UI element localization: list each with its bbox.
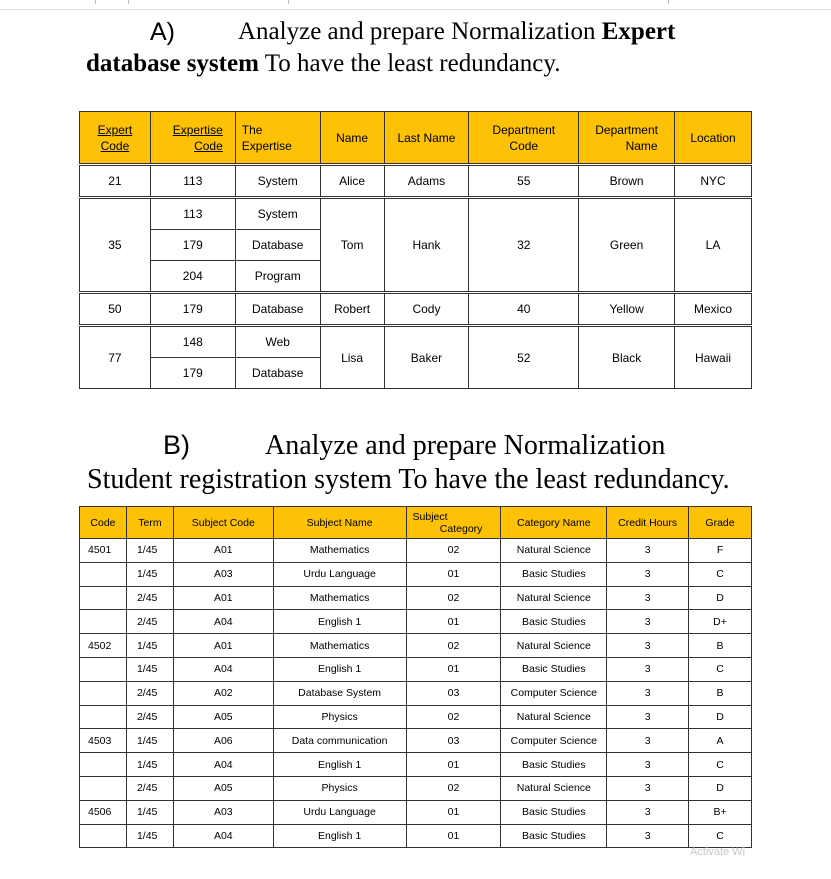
cell-code [80, 776, 127, 800]
table-row [80, 562, 752, 586]
cell-term: 1/45 [126, 800, 173, 824]
table-row [80, 327, 752, 358]
cell-category-name: Basic Studies [501, 657, 607, 681]
cell-term: 1/45 [126, 634, 173, 658]
table-row [80, 753, 752, 777]
cell-dept-name: Green [579, 199, 675, 292]
cell-term: 2/45 [126, 776, 173, 800]
cell-subject-code: A01 [173, 539, 273, 563]
section-a-label: A) [150, 18, 175, 46]
cell-subject-name: Urdu Language [273, 800, 406, 824]
header-expert-code: Expert Code [80, 112, 151, 164]
cell-category: 01 [406, 753, 501, 777]
header-name: Name [320, 112, 384, 164]
cell-category: 03 [406, 729, 501, 753]
cell-location: Mexico [675, 294, 752, 325]
cell-expert-code: 77 [80, 327, 151, 389]
cell-subject-name: Physics [273, 705, 406, 729]
header-term: Term [126, 507, 173, 539]
table-row [80, 824, 752, 848]
table-row [80, 729, 752, 753]
cell-subject-code: A01 [173, 634, 273, 658]
cell-subject-code: A05 [173, 776, 273, 800]
cell-code: 4501 [80, 539, 127, 563]
cell-location: Hawaii [675, 327, 752, 389]
cell-subject-name: Mathematics [273, 586, 406, 610]
header-department-name: Department Name [579, 112, 675, 164]
cell-term: 2/45 [126, 705, 173, 729]
cell-credit-hours: 3 [607, 610, 689, 634]
cell-subject-code: A06 [173, 729, 273, 753]
cell-category: 01 [406, 824, 501, 848]
cell-category-name: Natural Science [501, 586, 607, 610]
cell-subject-code: A04 [173, 610, 273, 634]
cell-credit-hours: 3 [607, 539, 689, 563]
cell-subject-code: A01 [173, 586, 273, 610]
section-b-label: B) [163, 430, 190, 460]
cell-term: 2/45 [126, 681, 173, 705]
cell-category-name: Computer Science [501, 729, 607, 753]
section-b-title-line2: Student registration system To have the least redundancy. [87, 464, 730, 495]
cell-subject-code: A03 [173, 800, 273, 824]
cell-subject-name: Data communication [273, 729, 406, 753]
cell-last-name: Baker [384, 327, 469, 389]
cell-subject-name: English 1 [273, 657, 406, 681]
header-location: Location [675, 112, 752, 164]
cell-category-name: Natural Science [501, 776, 607, 800]
table-row [80, 166, 752, 197]
header-the-expertise: The Expertise [235, 112, 320, 164]
cell-code: 4502 [80, 634, 127, 658]
table-row [80, 634, 752, 658]
cell-name: Alice [320, 166, 384, 197]
table-row [80, 776, 752, 800]
cell-code [80, 824, 127, 848]
cell-grade: C [689, 657, 752, 681]
cell-dept-name: Yellow [579, 294, 675, 325]
cell-expertise: Database [235, 358, 320, 389]
cell-expertise-code: 179 [150, 230, 235, 261]
header-grade: Grade [689, 507, 752, 539]
cell-term: 1/45 [126, 729, 173, 753]
table-row [80, 657, 752, 681]
cell-credit-hours: 3 [607, 681, 689, 705]
section-a-title-plain: Analyze and prepare Normalization [238, 18, 602, 45]
cell-last-name: Cody [384, 294, 469, 325]
cell-category: 02 [406, 539, 501, 563]
cell-expertise: System [235, 166, 320, 197]
cell-dept-code: 52 [469, 327, 579, 389]
cell-category: 02 [406, 776, 501, 800]
cell-category-name: Natural Science [501, 634, 607, 658]
cell-term: 1/45 [126, 562, 173, 586]
section-a-title-bold: Expert [601, 18, 676, 45]
cell-code [80, 562, 127, 586]
header-subject-code: Subject Code [173, 507, 273, 539]
cell-name: Robert [320, 294, 384, 325]
cell-dept-code: 55 [469, 166, 579, 197]
cell-subject-code: A03 [173, 562, 273, 586]
header-category-name: Category Name [501, 507, 607, 539]
cell-location: NYC [675, 166, 752, 197]
cell-expertise: Database [235, 230, 320, 261]
cell-expertise-code: 148 [150, 327, 235, 358]
cell-subject-name: Urdu Language [273, 562, 406, 586]
cell-category-name: Basic Studies [501, 800, 607, 824]
cell-code [80, 657, 127, 681]
cell-grade: D [689, 705, 752, 729]
cell-subject-name: Mathematics [273, 634, 406, 658]
cell-subject-code: A04 [173, 657, 273, 681]
cell-subject-name: Physics [273, 776, 406, 800]
cell-grade: D+ [689, 610, 752, 634]
cell-subject-code: A04 [173, 824, 273, 848]
cell-subject-code: A05 [173, 705, 273, 729]
section-a-title-line2 [86, 50, 561, 78]
cell-dept-code: 32 [469, 199, 579, 292]
cell-credit-hours: 3 [607, 753, 689, 777]
cell-last-name: Hank [384, 199, 469, 292]
cell-grade: C [689, 753, 752, 777]
cell-category: 02 [406, 705, 501, 729]
cell-category-name: Computer Science [501, 681, 607, 705]
cell-category: 03 [406, 681, 501, 705]
table-row [80, 539, 752, 563]
cell-category-name: Natural Science [501, 705, 607, 729]
cell-name: Tom [320, 199, 384, 292]
cell-term: 1/45 [126, 657, 173, 681]
header-subject-name: Subject Name [273, 507, 406, 539]
cell-credit-hours: 3 [607, 657, 689, 681]
cell-expertise-code: 113 [150, 166, 235, 197]
header-row [80, 112, 752, 164]
cell-name: Lisa [320, 327, 384, 389]
header-department-code: Department Code [469, 112, 579, 164]
header-expertise-code: Expertise Code [150, 112, 235, 164]
cell-grade: C [689, 824, 752, 848]
cell-expertise-code: 204 [150, 261, 235, 292]
cell-credit-hours: 3 [607, 634, 689, 658]
top-tick [668, 0, 669, 4]
cell-term: 2/45 [126, 610, 173, 634]
expert-table [79, 111, 752, 389]
section-a-title2-bold: database system [86, 50, 259, 77]
cell-credit-hours: 3 [607, 776, 689, 800]
cell-subject-name: Database System [273, 681, 406, 705]
cell-grade: B [689, 634, 752, 658]
cell-expert-code: 50 [80, 294, 151, 325]
cell-category-name: Basic Studies [501, 824, 607, 848]
cell-expertise: Web [235, 327, 320, 358]
table-row [80, 294, 752, 325]
cell-expert-code: 21 [80, 166, 151, 197]
cell-grade: D [689, 776, 752, 800]
section-b-title: Analyze and prepare Normalization [265, 430, 666, 461]
cell-term: 1/45 [126, 753, 173, 777]
top-divider [0, 9, 831, 10]
cell-category: 01 [406, 610, 501, 634]
cell-expertise: Program [235, 261, 320, 292]
cell-expertise-code: 179 [150, 358, 235, 389]
cell-credit-hours: 3 [607, 800, 689, 824]
cell-credit-hours: 3 [607, 562, 689, 586]
table-row [80, 800, 752, 824]
cell-grade: B+ [689, 800, 752, 824]
cell-expertise: Database [235, 294, 320, 325]
cell-credit-hours: 3 [607, 705, 689, 729]
cell-expertise-code: 179 [150, 294, 235, 325]
cell-subject-code: A04 [173, 753, 273, 777]
cell-term: 1/45 [126, 824, 173, 848]
cell-last-name: Adams [384, 166, 469, 197]
student-registration-table [79, 506, 752, 848]
cell-dept-name: Brown [579, 166, 675, 197]
top-tick [288, 0, 289, 4]
cell-subject-name: English 1 [273, 610, 406, 634]
cell-category-name: Basic Studies [501, 753, 607, 777]
cell-grade: A [689, 729, 752, 753]
cell-category-name: Basic Studies [501, 610, 607, 634]
cell-code [80, 753, 127, 777]
cell-grade: C [689, 562, 752, 586]
cell-location: LA [675, 199, 752, 292]
cell-term: 1/45 [126, 539, 173, 563]
cell-grade: D [689, 586, 752, 610]
cell-category: 01 [406, 800, 501, 824]
cell-code [80, 586, 127, 610]
cell-code [80, 610, 127, 634]
table-row [80, 681, 752, 705]
cell-category: 02 [406, 586, 501, 610]
header-row [80, 507, 752, 539]
cell-subject-name: Mathematics [273, 539, 406, 563]
cell-code: 4506 [80, 800, 127, 824]
cell-expertise: System [235, 199, 320, 230]
cell-category: 01 [406, 657, 501, 681]
cell-dept-name: Black [579, 327, 675, 389]
cell-subject-name: English 1 [273, 753, 406, 777]
cell-category-name: Basic Studies [501, 562, 607, 586]
top-tick [128, 0, 129, 4]
cell-expertise-code: 113 [150, 199, 235, 230]
cell-subject-code: A02 [173, 681, 273, 705]
cell-credit-hours: 3 [607, 729, 689, 753]
header-code: Code [80, 507, 127, 539]
activate-windows-watermark: Activate Wi [690, 846, 746, 858]
table-row [80, 586, 752, 610]
cell-code [80, 681, 127, 705]
cell-dept-code: 40 [469, 294, 579, 325]
header-last-name: Last Name [384, 112, 469, 164]
cell-grade: B [689, 681, 752, 705]
cell-credit-hours: 3 [607, 586, 689, 610]
cell-subject-name: English 1 [273, 824, 406, 848]
cell-credit-hours: 3 [607, 824, 689, 848]
cell-expert-code: 35 [80, 199, 151, 292]
cell-category: 01 [406, 562, 501, 586]
section-a-title2-plain: To have the least redundancy. [258, 50, 561, 77]
table-row [80, 610, 752, 634]
cell-code: 4503 [80, 729, 127, 753]
cell-code [80, 705, 127, 729]
cell-category-name: Natural Science [501, 539, 607, 563]
header-credit-hours: Credit Hours [607, 507, 689, 539]
cell-term: 2/45 [126, 586, 173, 610]
top-tick [95, 0, 96, 4]
cell-category: 02 [406, 634, 501, 658]
table-row [80, 199, 752, 230]
cell-grade: F [689, 539, 752, 563]
table-row [80, 705, 752, 729]
header-subject-category: Subject Category [406, 507, 501, 539]
